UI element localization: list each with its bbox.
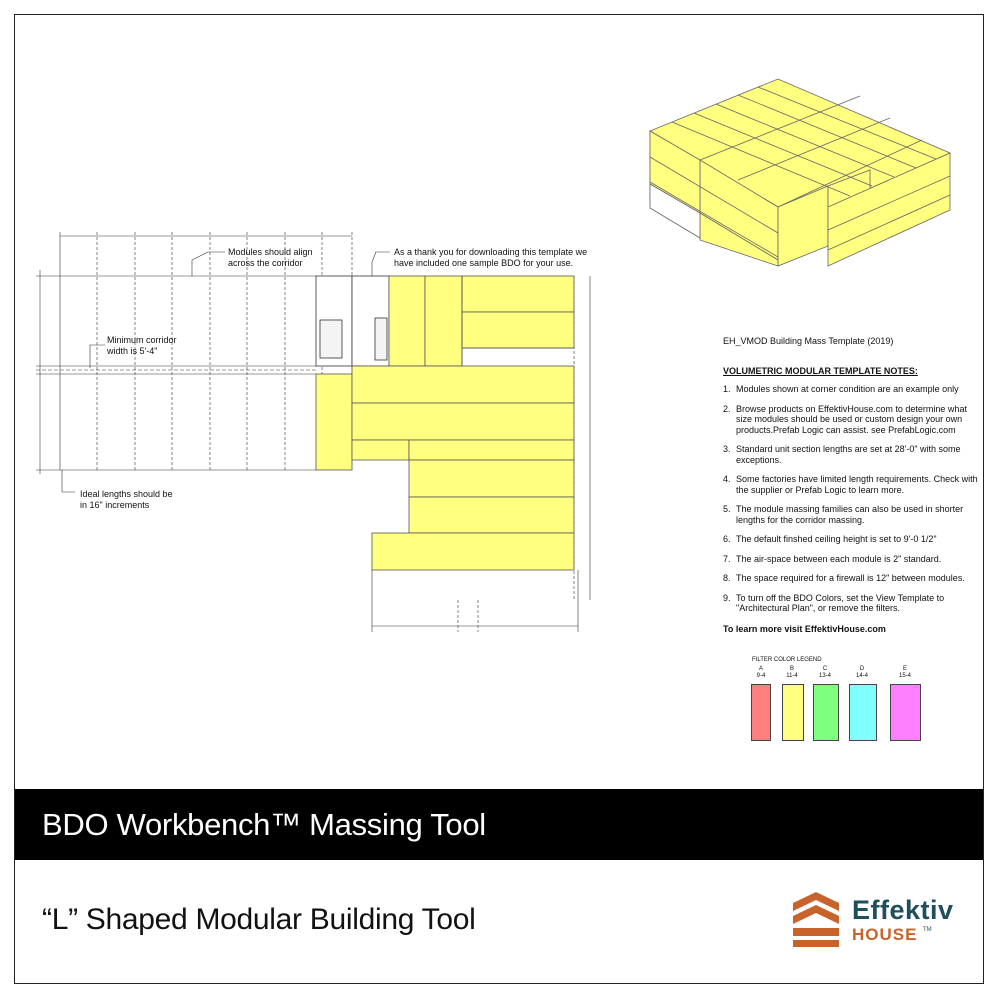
effektiv-house-logo [790,892,960,950]
legend-swatch-b [782,684,804,741]
legend-label-d: D 14-4 [855,666,868,679]
banner-title: BDO Workbench™ Massing Tool [42,807,486,842]
legend-label-b: B 11-4 [786,666,798,679]
template-title: EH_VMOD Building Mass Template (2019) [723,336,894,346]
legend-label-c: C 13-4 [818,666,831,679]
note-item: 1. Modules shown at corner condition are an example only [723,384,959,394]
legend-label-a: A 9-4 [756,666,766,679]
logo-trademark: TM [923,927,932,933]
note-item: 2. Browse products on EffektivHouse.com to determine what size modules should be used or custom design your own products.Prefab Logic can assist. see PrefabLogic.com [723,403,967,435]
title-banner [15,789,983,860]
legend-label-e: E 15-4 [898,666,911,679]
subtitle: “L” Shaped Modular Building Tool [42,903,476,936]
callout-thank-you: As a thank you for downloading this template we have included one sample BDO for your use. [394,247,588,268]
legend-swatch-a [751,684,771,741]
legend-swatch-d [849,684,877,741]
notes-heading: VOLUMETRIC MODULAR TEMPLATE NOTES: [723,366,918,376]
legend-swatch-c [813,684,839,741]
legend-title: FILTER COLOR LEGEND [752,657,822,663]
unit-plan-rooms [316,276,389,366]
note-item: 9. To turn off the BDO Colors, set the View Template to "Architectural Plan", or remove the filters. [723,592,945,613]
note-item: 4. Some factories have limited length requirements. Check with the supplier or Prefab Logic to learn more. [723,474,978,495]
note-item: 3. Standard unit section lengths are set at 28'-0" with some exceptions. [723,444,961,465]
logo-word-house: HOUSE [852,925,918,944]
note-item: 5. The module massing families can also be used in shorter lengths for the corridor massing. [723,504,964,525]
callout-min-corridor: Minimum corridor width is 5'-4" [107,335,177,356]
note-item: 7. The air-space between each module is 2" standard. [723,553,942,564]
learn-more-link[interactable]: To learn more visit EffektivHouse.com [723,624,886,634]
logo-word-effektiv: Effektiv [852,895,954,925]
notes-list [723,384,985,623]
note-item: 8. The space required for a firewall is 12" between modules. [723,573,965,583]
callout-modules-align: Modules should align across the corridor [228,247,313,268]
legend-swatch-e [890,684,921,741]
callout-ideal-lengths: Ideal lengths should be in 16" increments [80,489,173,510]
note-item: 6. The default finshed ceiling height is set to 9'-0 1/2" [723,534,937,544]
isometric-massing [650,79,950,266]
